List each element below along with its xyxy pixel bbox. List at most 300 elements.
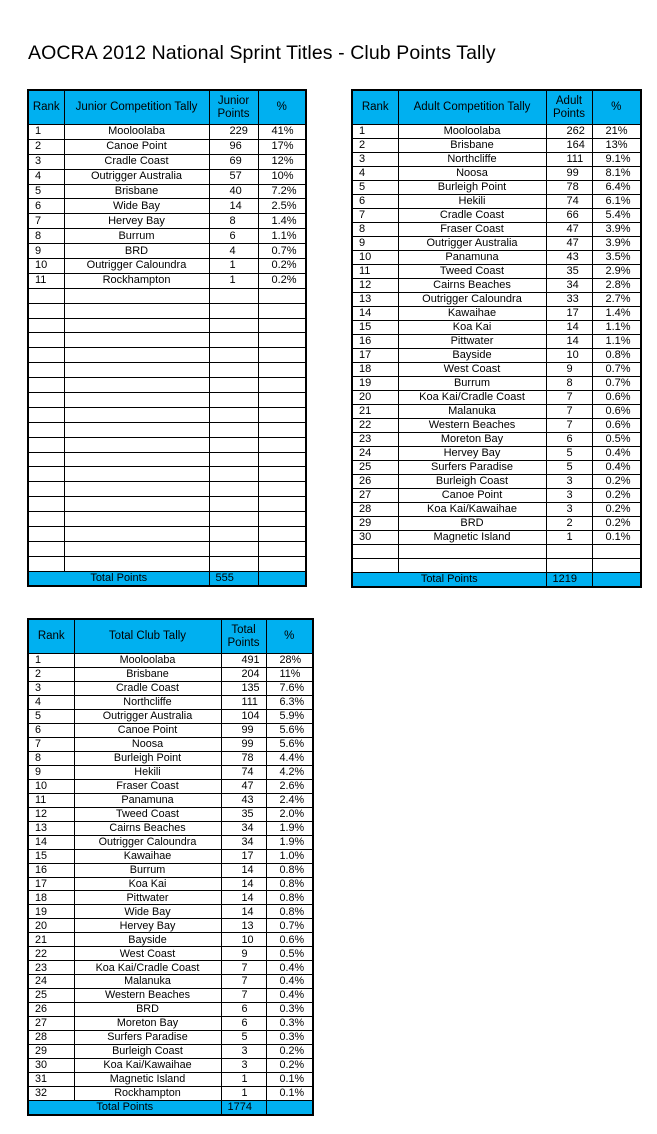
total-label: Total Points <box>352 573 546 588</box>
table-row <box>28 139 306 154</box>
club-name-cell: Wide Bay <box>74 905 221 919</box>
empty-row <box>352 559 641 573</box>
rank-cell: 21 <box>352 405 398 419</box>
empty-cell <box>64 527 209 542</box>
percent-cell: 6.3% <box>266 695 313 709</box>
club-name-cell: Burrum <box>64 229 209 244</box>
empty-cell <box>64 288 209 303</box>
points-cell: 10 <box>546 349 592 363</box>
table-row <box>28 765 313 779</box>
empty-row <box>28 393 306 408</box>
empty-cell <box>28 527 64 542</box>
percent-cell: 6.4% <box>592 181 641 195</box>
points-cell: 74 <box>221 765 266 779</box>
club-name-cell: Burrum <box>74 863 221 877</box>
club-name-cell: Koa Kai <box>398 321 546 335</box>
empty-cell <box>28 407 64 422</box>
header-competition: Adult Competition Tally <box>398 90 546 125</box>
total-row <box>28 1101 313 1116</box>
club-name-cell: Tweed Coast <box>74 807 221 821</box>
rank-cell: 28 <box>28 1031 74 1045</box>
table-row <box>352 321 641 335</box>
club-name-cell: Malanuka <box>398 405 546 419</box>
rank-cell: 1 <box>28 125 64 140</box>
rank-cell: 11 <box>352 265 398 279</box>
empty-cell <box>209 407 258 422</box>
points-cell: 111 <box>221 695 266 709</box>
percent-cell: 0.6% <box>592 419 641 433</box>
empty-cell <box>28 452 64 467</box>
rank-cell: 23 <box>28 961 74 975</box>
club-name-cell: BRD <box>74 1003 221 1017</box>
percent-cell: 2.5% <box>258 199 306 214</box>
club-name-cell: Fraser Coast <box>74 779 221 793</box>
points-cell: 6 <box>221 1017 266 1031</box>
points-cell: 491 <box>221 654 266 668</box>
club-name-cell: Outrigger Australia <box>64 169 209 184</box>
header-points: Junior Points <box>209 90 258 125</box>
club-name-cell: Noosa <box>398 167 546 181</box>
points-cell: 7 <box>221 961 266 975</box>
table-row <box>28 905 313 919</box>
table-row <box>352 237 641 251</box>
club-name-cell: Surfers Paradise <box>74 1031 221 1045</box>
total-percent <box>258 572 306 587</box>
rank-cell: 11 <box>28 793 74 807</box>
club-name-cell: Cairns Beaches <box>74 821 221 835</box>
empty-cell <box>64 407 209 422</box>
empty-row <box>28 363 306 378</box>
percent-cell: 0.6% <box>592 405 641 419</box>
club-name-cell: Kawaihae <box>74 849 221 863</box>
points-cell: 40 <box>209 184 258 199</box>
club-name-cell: Brisbane <box>74 667 221 681</box>
rank-cell: 20 <box>28 919 74 933</box>
table-row <box>28 199 306 214</box>
empty-cell <box>258 452 306 467</box>
table-row <box>352 419 641 433</box>
points-cell: 3 <box>546 475 592 489</box>
club-name-cell: Kawaihae <box>398 307 546 321</box>
percent-cell: 6.1% <box>592 195 641 209</box>
percent-cell: 17% <box>258 139 306 154</box>
club-name-cell: Western Beaches <box>398 419 546 433</box>
rank-cell: 8 <box>352 223 398 237</box>
percent-cell: 0.2% <box>592 503 641 517</box>
table-row <box>352 447 641 461</box>
points-cell: 8 <box>209 214 258 229</box>
header-rank: Rank <box>352 90 398 125</box>
club-name-cell: Malanuka <box>74 975 221 989</box>
page-title: AOCRA 2012 National Sprint Titles - Club Points Tally <box>28 42 496 64</box>
empty-cell <box>209 482 258 497</box>
empty-row <box>28 437 306 452</box>
table-row <box>352 195 641 209</box>
rank-cell: 27 <box>352 489 398 503</box>
rank-cell: 14 <box>352 307 398 321</box>
empty-row <box>28 318 306 333</box>
points-cell: 14 <box>546 321 592 335</box>
table-row <box>352 433 641 447</box>
club-name-cell: Hervey Bay <box>74 919 221 933</box>
rank-cell: 9 <box>28 244 64 259</box>
points-cell: 5 <box>546 461 592 475</box>
empty-row <box>28 556 306 571</box>
table-row <box>28 793 313 807</box>
points-cell: 47 <box>546 223 592 237</box>
rank-cell: 2 <box>28 139 64 154</box>
points-cell: 2 <box>546 517 592 531</box>
empty-cell <box>28 512 64 527</box>
empty-cell <box>258 467 306 482</box>
points-cell: 135 <box>221 681 266 695</box>
percent-cell: 0.6% <box>592 391 641 405</box>
empty-cell <box>64 437 209 452</box>
empty-cell <box>258 512 306 527</box>
points-cell: 14 <box>221 905 266 919</box>
rank-cell: 7 <box>352 209 398 223</box>
table-row <box>28 214 306 229</box>
empty-cell <box>398 559 546 573</box>
club-name-cell: Hervey Bay <box>398 447 546 461</box>
table-row <box>28 667 313 681</box>
points-cell: 1 <box>546 531 592 545</box>
percent-cell: 1.9% <box>266 821 313 835</box>
percent-cell: 1.4% <box>258 214 306 229</box>
empty-cell <box>592 545 641 559</box>
rank-cell: 30 <box>352 531 398 545</box>
table-row <box>28 779 313 793</box>
club-name-cell: Koa Kai <box>74 877 221 891</box>
rank-cell: 14 <box>28 835 74 849</box>
club-name-cell: Bayside <box>398 349 546 363</box>
points-cell: 1 <box>221 1073 266 1087</box>
table-row <box>352 139 641 153</box>
table-row <box>352 489 641 503</box>
rank-cell: 24 <box>352 447 398 461</box>
header-competition: Junior Competition Tally <box>64 90 209 125</box>
percent-cell: 0.3% <box>266 1003 313 1017</box>
percent-cell: 5.6% <box>266 737 313 751</box>
table-row <box>28 125 306 140</box>
points-cell: 34 <box>221 821 266 835</box>
points-cell: 34 <box>546 279 592 293</box>
percent-cell: 41% <box>258 125 306 140</box>
club-name-cell: Canoe Point <box>64 139 209 154</box>
table-row <box>352 335 641 349</box>
empty-cell <box>28 333 64 348</box>
club-name-cell: Cairns Beaches <box>398 279 546 293</box>
points-cell: 1 <box>209 259 258 274</box>
total-row <box>352 573 641 588</box>
total-value: 1774 <box>221 1101 266 1116</box>
percent-cell: 0.2% <box>266 1045 313 1059</box>
header-points: Adult Points <box>546 90 592 125</box>
empty-cell <box>258 363 306 378</box>
empty-cell <box>352 545 398 559</box>
rank-cell: 29 <box>28 1045 74 1059</box>
percent-cell: 28% <box>266 654 313 668</box>
empty-cell <box>258 333 306 348</box>
percent-cell: 0.2% <box>258 273 306 288</box>
rank-cell: 10 <box>352 251 398 265</box>
rank-cell: 7 <box>28 214 64 229</box>
table-row <box>28 229 306 244</box>
points-cell: 35 <box>546 265 592 279</box>
table-row <box>352 349 641 363</box>
table-row <box>28 244 306 259</box>
points-cell: 14 <box>221 891 266 905</box>
rank-cell: 4 <box>352 167 398 181</box>
percent-cell: 0.4% <box>592 461 641 475</box>
table-header-row <box>28 619 313 654</box>
table-row <box>28 807 313 821</box>
percent-cell: 0.5% <box>592 433 641 447</box>
empty-row <box>28 482 306 497</box>
club-name-cell: Koa Kai/Cradle Coast <box>74 961 221 975</box>
points-cell: 7 <box>221 975 266 989</box>
junior-tally-table <box>27 89 307 587</box>
percent-cell: 9.1% <box>592 153 641 167</box>
empty-cell <box>209 378 258 393</box>
rank-cell: 29 <box>352 517 398 531</box>
rank-cell: 8 <box>28 751 74 765</box>
points-cell: 6 <box>209 229 258 244</box>
points-cell: 7 <box>221 989 266 1003</box>
club-name-cell: Cradle Coast <box>398 209 546 223</box>
club-tally-table <box>27 618 314 1116</box>
club-name-cell: Hervey Bay <box>64 214 209 229</box>
empty-cell <box>28 288 64 303</box>
table-header-row <box>28 90 306 125</box>
rank-cell: 2 <box>28 667 74 681</box>
table-row <box>28 891 313 905</box>
percent-cell: 0.4% <box>266 961 313 975</box>
header-percent: % <box>592 90 641 125</box>
empty-cell <box>258 348 306 363</box>
empty-cell <box>64 422 209 437</box>
empty-cell <box>64 333 209 348</box>
empty-cell <box>209 512 258 527</box>
percent-cell: 1.0% <box>266 849 313 863</box>
table-row <box>352 251 641 265</box>
total-percent <box>266 1101 313 1116</box>
empty-cell <box>64 303 209 318</box>
empty-row <box>28 348 306 363</box>
total-label: Total Points <box>28 572 209 587</box>
points-cell: 34 <box>221 835 266 849</box>
empty-cell <box>258 407 306 422</box>
percent-cell: 1.1% <box>592 321 641 335</box>
empty-cell <box>64 497 209 512</box>
percent-cell: 0.8% <box>266 863 313 877</box>
percent-cell: 5.4% <box>592 209 641 223</box>
header-percent: % <box>258 90 306 125</box>
points-cell: 8 <box>546 377 592 391</box>
club-name-cell: Northcliffe <box>74 695 221 709</box>
points-cell: 99 <box>546 167 592 181</box>
empty-cell <box>209 288 258 303</box>
club-name-cell: Brisbane <box>64 184 209 199</box>
points-cell: 78 <box>221 751 266 765</box>
rank-cell: 16 <box>28 863 74 877</box>
percent-cell: 0.1% <box>592 531 641 545</box>
table-row <box>28 184 306 199</box>
total-percent <box>592 573 641 588</box>
table-row <box>28 877 313 891</box>
rank-cell: 10 <box>28 259 64 274</box>
empty-cell <box>28 541 64 556</box>
rank-cell: 5 <box>352 181 398 195</box>
percent-cell: 0.8% <box>266 905 313 919</box>
percent-cell: 21% <box>592 125 641 139</box>
percent-cell: 0.1% <box>266 1087 313 1101</box>
empty-cell <box>258 288 306 303</box>
rank-cell: 16 <box>352 335 398 349</box>
empty-cell <box>209 303 258 318</box>
points-cell: 57 <box>209 169 258 184</box>
percent-cell: 0.4% <box>592 447 641 461</box>
empty-cell <box>258 437 306 452</box>
empty-cell <box>64 318 209 333</box>
percent-cell: 0.8% <box>266 877 313 891</box>
points-cell: 164 <box>546 139 592 153</box>
empty-cell <box>28 378 64 393</box>
rank-cell: 15 <box>28 849 74 863</box>
club-name-cell: Outrigger Caloundra <box>74 835 221 849</box>
club-name-cell: Canoe Point <box>398 489 546 503</box>
club-name-cell: Canoe Point <box>74 723 221 737</box>
table-row <box>352 391 641 405</box>
rank-cell: 19 <box>352 377 398 391</box>
percent-cell: 2.9% <box>592 265 641 279</box>
table-row <box>28 695 313 709</box>
percent-cell: 3.5% <box>592 251 641 265</box>
rank-cell: 22 <box>28 947 74 961</box>
percent-cell: 2.7% <box>592 293 641 307</box>
club-name-cell: Northcliffe <box>398 153 546 167</box>
points-cell: 7 <box>546 419 592 433</box>
table-row <box>28 723 313 737</box>
points-cell: 4 <box>209 244 258 259</box>
empty-cell <box>209 393 258 408</box>
table-row <box>352 279 641 293</box>
points-cell: 3 <box>221 1059 266 1073</box>
table-row <box>28 835 313 849</box>
points-cell: 9 <box>221 947 266 961</box>
empty-cell <box>258 527 306 542</box>
points-cell: 1 <box>221 1087 266 1101</box>
percent-cell: 0.2% <box>258 259 306 274</box>
club-name-cell: Panamuna <box>398 251 546 265</box>
percent-cell: 0.6% <box>266 933 313 947</box>
empty-cell <box>28 318 64 333</box>
points-cell: 104 <box>221 709 266 723</box>
empty-cell <box>64 467 209 482</box>
rank-cell: 11 <box>28 273 64 288</box>
total-value: 555 <box>209 572 258 587</box>
percent-cell: 3.9% <box>592 237 641 251</box>
percent-cell: 5.9% <box>266 709 313 723</box>
points-cell: 47 <box>221 779 266 793</box>
club-name-cell: Outrigger Australia <box>398 237 546 251</box>
points-cell: 13 <box>221 919 266 933</box>
points-cell: 6 <box>546 433 592 447</box>
empty-cell <box>28 393 64 408</box>
percent-cell: 8.1% <box>592 167 641 181</box>
club-name-cell: Hekili <box>398 195 546 209</box>
club-name-cell: Mooloolaba <box>64 125 209 140</box>
empty-cell <box>64 348 209 363</box>
empty-cell <box>209 556 258 571</box>
table-row <box>28 154 306 169</box>
rank-cell: 6 <box>28 723 74 737</box>
club-name-cell: Koa Kai/Kawaihae <box>398 503 546 517</box>
table-row <box>28 654 313 668</box>
rank-cell: 3 <box>28 681 74 695</box>
club-name-cell: Burleigh Coast <box>398 475 546 489</box>
percent-cell: 2.6% <box>266 779 313 793</box>
empty-cell <box>258 303 306 318</box>
empty-cell <box>64 482 209 497</box>
percent-cell: 0.7% <box>592 377 641 391</box>
empty-row <box>352 545 641 559</box>
empty-cell <box>64 512 209 527</box>
rank-cell: 27 <box>28 1017 74 1031</box>
empty-cell <box>64 393 209 408</box>
table-row <box>352 153 641 167</box>
club-name-cell: Moreton Bay <box>398 433 546 447</box>
rank-cell: 6 <box>352 195 398 209</box>
empty-cell <box>209 437 258 452</box>
points-cell: 3 <box>221 1045 266 1059</box>
table-row <box>28 933 313 947</box>
empty-cell <box>28 348 64 363</box>
empty-cell <box>28 497 64 512</box>
header-rank: Rank <box>28 619 74 654</box>
points-cell: 229 <box>209 125 258 140</box>
percent-cell: 3.9% <box>592 223 641 237</box>
rank-cell: 25 <box>352 461 398 475</box>
club-name-cell: Pittwater <box>398 335 546 349</box>
empty-cell <box>64 378 209 393</box>
percent-cell: 1.9% <box>266 835 313 849</box>
empty-cell <box>28 363 64 378</box>
table-row <box>28 849 313 863</box>
rank-cell: 25 <box>28 989 74 1003</box>
points-cell: 7 <box>546 391 592 405</box>
total-row <box>28 572 306 587</box>
rank-cell: 24 <box>28 975 74 989</box>
points-cell: 17 <box>221 849 266 863</box>
points-cell: 74 <box>546 195 592 209</box>
rank-cell: 5 <box>28 709 74 723</box>
rank-cell: 26 <box>28 1003 74 1017</box>
table-row <box>28 751 313 765</box>
club-name-cell: West Coast <box>74 947 221 961</box>
club-name-cell: Mooloolaba <box>398 125 546 139</box>
table-row <box>352 293 641 307</box>
empty-cell <box>28 437 64 452</box>
club-name-cell: Western Beaches <box>74 989 221 1003</box>
empty-row <box>28 288 306 303</box>
club-name-cell: West Coast <box>398 363 546 377</box>
points-cell: 1 <box>209 273 258 288</box>
percent-cell: 0.3% <box>266 1017 313 1031</box>
empty-row <box>28 497 306 512</box>
table-row <box>28 975 313 989</box>
percent-cell: 0.8% <box>266 891 313 905</box>
